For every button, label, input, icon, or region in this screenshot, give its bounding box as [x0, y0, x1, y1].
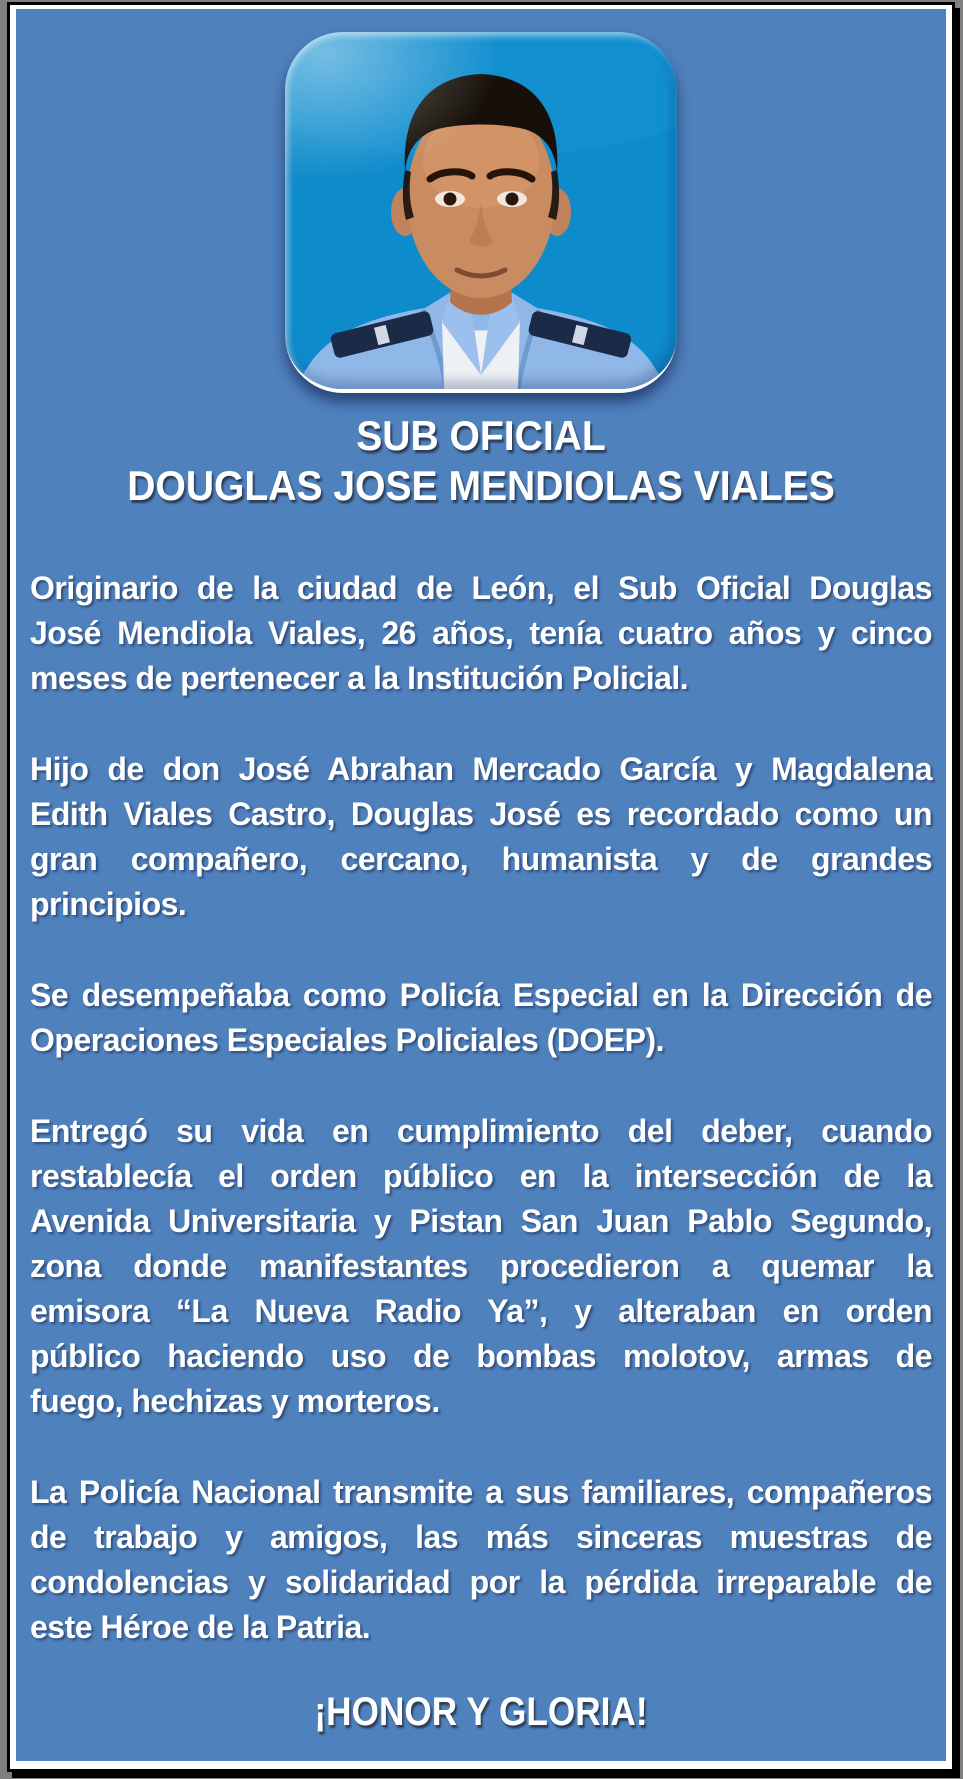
body-line: zona donde manifestantes procedieron a quemar la — [30, 1248, 932, 1284]
body-line: de trabajo y amigos, las más sinceras muestras de — [30, 1519, 932, 1555]
body-line: este Héroe de la Patria. — [30, 1609, 371, 1645]
body-line: Edith Viales Castro, Douglas José es recordado como un — [30, 796, 932, 832]
body-line: Entregó su vida en cumplimiento del deber, cuando — [30, 1113, 932, 1149]
body-line: José Mendiola Viales, 26 años, tenía cuatro años y cinco — [30, 615, 932, 651]
body-line: fuego, hechizas y morteros. — [30, 1383, 440, 1419]
body-line: gran compañero, cercano, humanista y de grandes — [30, 841, 932, 877]
body-line: Originario de la ciudad de León, el Sub Oficial Douglas — [30, 570, 932, 606]
body-line: La Policía Nacional transmite a sus familiares, compañeros — [30, 1474, 932, 1510]
card-title — [16, 411, 946, 511]
body-paragraph — [30, 1109, 932, 1424]
title-name: DOUGLAS JOSE MENDIOLAS VIALES — [127, 462, 835, 509]
body-line: emisora “La Nueva Radio Ya”, y alteraban en orden — [30, 1293, 932, 1329]
body-line: condolencias y solidaridad por la pérdida irreparable de — [30, 1564, 932, 1600]
officer-portrait-illustration — [285, 32, 677, 389]
body-line: Hijo de don José Abrahan Mercado García y Magdalena — [30, 751, 932, 787]
body-paragraph — [30, 566, 932, 701]
body-line: restablecía el orden público en la intersección de la — [30, 1158, 932, 1194]
title-rank: SUB OFICIAL — [356, 412, 606, 459]
body-line: Avenida Universitaria y Pistan San Juan Pablo Segundo, — [30, 1203, 932, 1239]
body-line: público haciendo uso de bombas molotov, armas de — [30, 1338, 932, 1374]
footer-slogan — [16, 1686, 946, 1738]
footer-slogan-text: ¡HONOR Y GLORIA! — [314, 1690, 648, 1734]
body-line: principios. — [30, 886, 187, 922]
body-paragraph — [30, 1470, 932, 1650]
officer-photo — [285, 32, 677, 393]
body-paragraph — [30, 973, 932, 1063]
body-line: Operaciones Especiales Policiales (DOEP). — [30, 1022, 665, 1058]
memorial-card — [7, 2, 955, 1772]
body-paragraph — [30, 747, 932, 927]
card-body — [16, 9, 946, 1761]
body-line: meses de pertenecer a la Institución Policial. — [30, 660, 689, 696]
body-text — [30, 566, 932, 1650]
body-line: Se desempeñaba como Policía Especial en la Dirección de — [30, 977, 932, 1013]
